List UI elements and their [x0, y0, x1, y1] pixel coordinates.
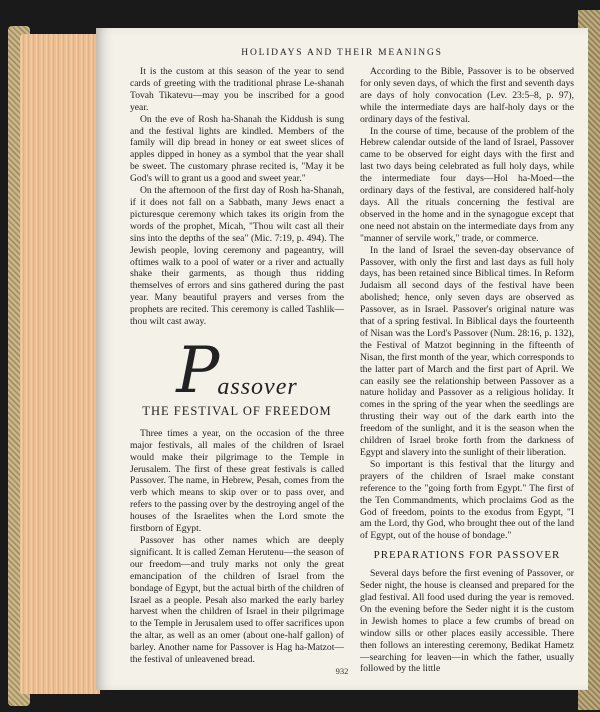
title-rest: assover	[217, 374, 298, 401]
left-column	[130, 66, 344, 666]
paragraph: On the eve of Rosh ha-Shanah the Kiddush is sung and the festival lights are kindled. Members of the family will dip bread in honey or eat sweet slices of apples dipped in honey as a symbol that the year shall be sweet. The customary phrase recited is, "May it be God's will to grant us a good and sweet year."	[130, 113, 344, 185]
paragraph: Passover has other names which are deeply significant. It is called Zeman Herutenu—the season of our freedom—and truly marks not only the great emancipation of the children of Israel from the bondage of Egypt, but the actual birth of the children of Israel as a people. Pesah also marked the early barley harvest when the children of Israel in their pilgrimage to the Temple in Jerusalem used to offer sacrifices upon the altar, as well as an omer (about one-half gallon) of barley. Another name for Passover is Hag ha-Matzot—the festival of unleavened bread.	[130, 535, 344, 666]
running-head: HOLIDAYS AND THEIR MEANINGS	[241, 48, 443, 58]
title-initial: P	[176, 333, 220, 408]
section-subheading: PREPARATIONS FOR PASSOVER	[373, 549, 561, 562]
paragraph: Three times a year, on the occasion of the three major festivals, all males of the children of Israel would make their pilgrimage to the Temple in Jerusalem. The first of these great festivals is called Passover. The name, in Hebrew, Pesah, comes from the verb which means to skip over or to pass over, and refers to the passing over by the destroying angel of the houses of the Israelites when the Lord smote the firstborn of Egypt.	[130, 427, 344, 535]
right-column	[360, 66, 574, 675]
book-page	[96, 28, 588, 690]
page-number: 932	[335, 666, 349, 676]
paragraph: It is the custom at this season of the year to send cards of greeting with the traditional phrase Le-shanah Tovah Tikatevu—may you be inscribed for a good year.	[130, 66, 344, 113]
chapter-title	[130, 333, 344, 408]
paragraph: So important is this festival that the liturgy and prayers of the children of Israel make constant reference to the "going forth from Egypt." The first of the Ten Commandments, which proclaims God as the God of freedom, points to the exodus from Egypt, "I am the Lord, thy God, who brought thee out of the land of Egypt, out of the house of bondage."	[360, 458, 574, 542]
section-subheading: THE FESTIVAL OF FREEDOM	[142, 403, 332, 418]
paragraph: Several days before the first evening of Passover, or Seder night, the house is cleansed and prepared for the glad festival. All food used during the year is removed. On the evening before the Seder night it is the custom in Jewish homes to place a few crumbs of bread on window sills or other places easily accessible. There then follows an interesting ceremony, Bedikat Hametz—searching for leaven—in which the father, usually followed by the little	[360, 568, 574, 675]
page-edges	[20, 34, 100, 694]
paragraph: In the course of time, because of the problem of the Hebrew calendar outside of the land of Israel, Passover came to be observed for eight days with the first and last two days being celebrated as full holy days, while the intermediate four days—Hol ha-Moed—the ordinary days of the festival, are considered half-holy days. All the rituals concerning the festival are observed in the home and in the synagogue except that one need not abstain on the intermediate days from any "manner of servile work," trade, or commerce.	[360, 125, 574, 244]
paragraph: According to the Bible, Passover is to be observed for only seven days, of which the first and seventh days are days of holy convocation (Lev. 23:5–8, p. 97), while the intermediate days are half-holy days or the ordinary days of the festival.	[360, 66, 574, 125]
paragraph: In the land of Israel the seven-day observance of Passover, with only the first and last days as full holy days, has been retained since Biblical times. In Reform Judaism all second days of the festival have been abolished; hence, only seven days are observed as Passover, as in Israel. Passover's original nature was that of a spring festival. In Biblical days the fourteenth of Nisan was the Lord's Passover (Num. 28:16, p. 132), the Festival of Matzot beginning in the fifteenth of Nisan, the first month of the year, which corresponds to the latter part of March and the first part of April. We can easily see the relationship between Passover as a nature holiday and Passover as a religious holiday. It comes in the spring of the year when the seedlings are thrusting their way out of the dark earth into the freedom of the sunlight, and it is the season when the children of Israel broke forth from the darkness of Egypt and slavery into the sunlight of their liberation.	[360, 244, 574, 458]
paragraph: On the afternoon of the first day of Rosh ha-Shanah, if it does not fall on a Sabbath, many Jews enact a picturesque ceremony which takes its origin from the words of the prophet, Micah, "Thou wilt cast all their sins into the depths of the sea" (Mic. 7:19, p. 494). The Jewish people, loving ceremony and pageantry, will oftimes walk to a pool of water or a river and actually shake their garments, as though thus ridding themselves of errors and sins gathered during the past year. Many beautiful prayers and verses from the prophets are recited. This ceremony is called Tashlik—thou wilt cast away.	[130, 185, 344, 328]
